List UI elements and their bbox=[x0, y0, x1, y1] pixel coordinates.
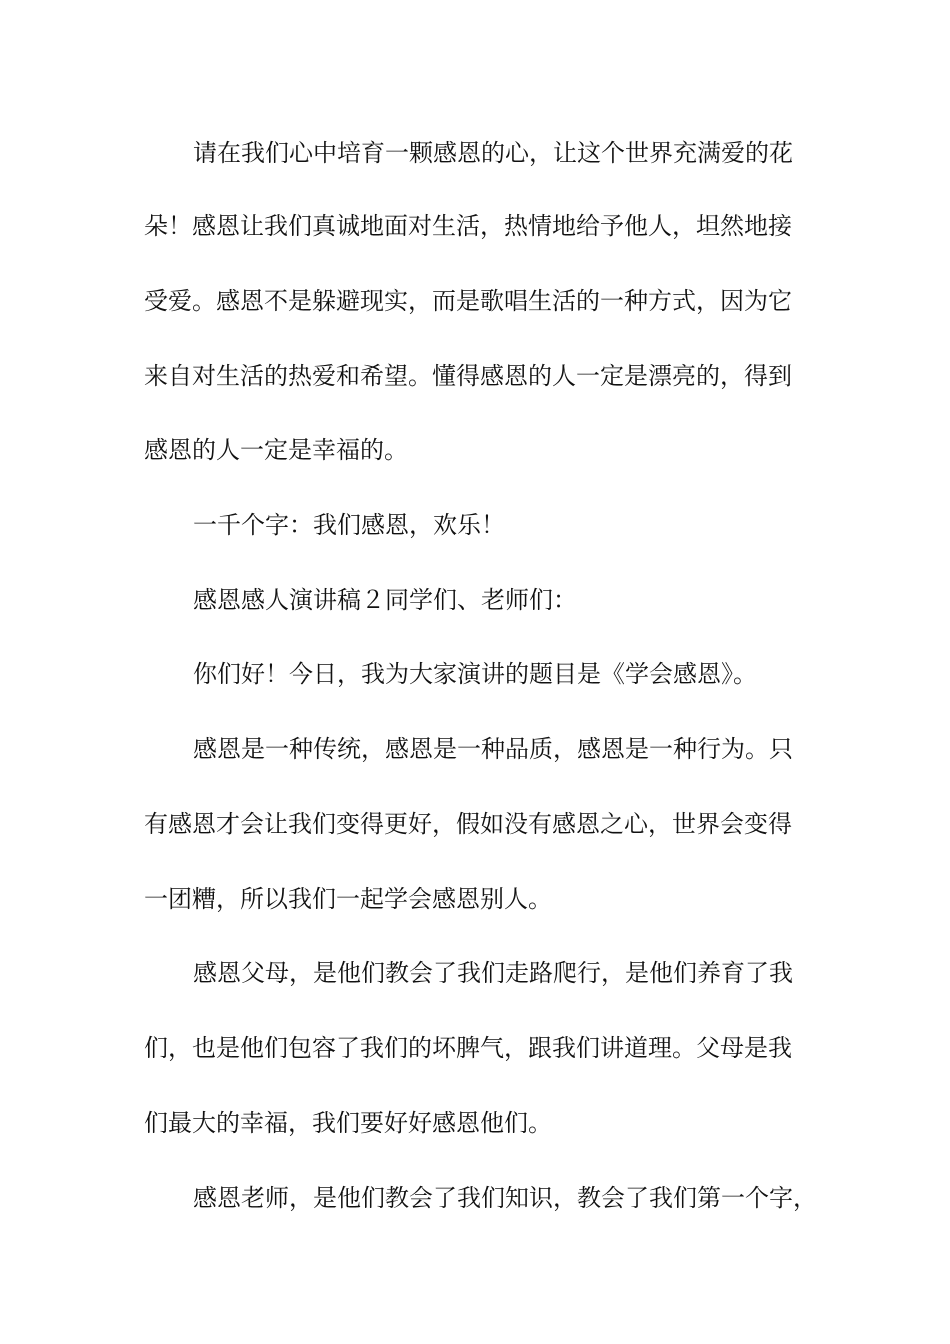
text-line-1: 请在我们心中培育一颗感恩的心，让这个世界充满爱的花 bbox=[193, 139, 793, 167]
text-line-13: 们，也是他们包容了我们的坏脾气，跟我们讲道理。父母是我 bbox=[144, 1034, 792, 1062]
text-line-9: 感恩是一种传统，感恩是一种品质，感恩是一种行为。只 bbox=[193, 735, 793, 763]
text-line-14: 们最大的幸福，我们要好好感恩他们。 bbox=[144, 1109, 552, 1137]
text-line-12: 感恩父母，是他们教会了我们走路爬行，是他们养育了我 bbox=[193, 959, 793, 987]
text-line-5: 感恩的人一定是幸福的。 bbox=[144, 436, 408, 464]
text-line-3: 受爱。感恩不是躲避现实，而是歌唱生活的一种方式，因为它 bbox=[144, 287, 792, 315]
text-line-8: 你们好！今日，我为大家演讲的题目是《学会感恩》。 bbox=[193, 660, 757, 688]
text-line-2: 朵！感恩让我们真诚地面对生活，热情地给予他人，坦然地接 bbox=[144, 212, 792, 240]
text-line-11: 一团糟，所以我们一起学会感恩别人。 bbox=[144, 885, 552, 913]
text-line-7: 感恩感人演讲稿２同学们、老师们： bbox=[193, 586, 577, 614]
text-line-4: 来自对生活的热爱和希望。懂得感恩的人一定是漂亮的，得到 bbox=[144, 362, 792, 390]
text-line-10: 有感恩才会让我们变得更好，假如没有感恩之心，世界会变得 bbox=[144, 810, 792, 838]
text-line-6: 一千个字：我们感恩，欢乐！ bbox=[193, 511, 505, 539]
text-line-15: 感恩老师，是他们教会了我们知识，教会了我们第一个字， bbox=[193, 1184, 817, 1212]
